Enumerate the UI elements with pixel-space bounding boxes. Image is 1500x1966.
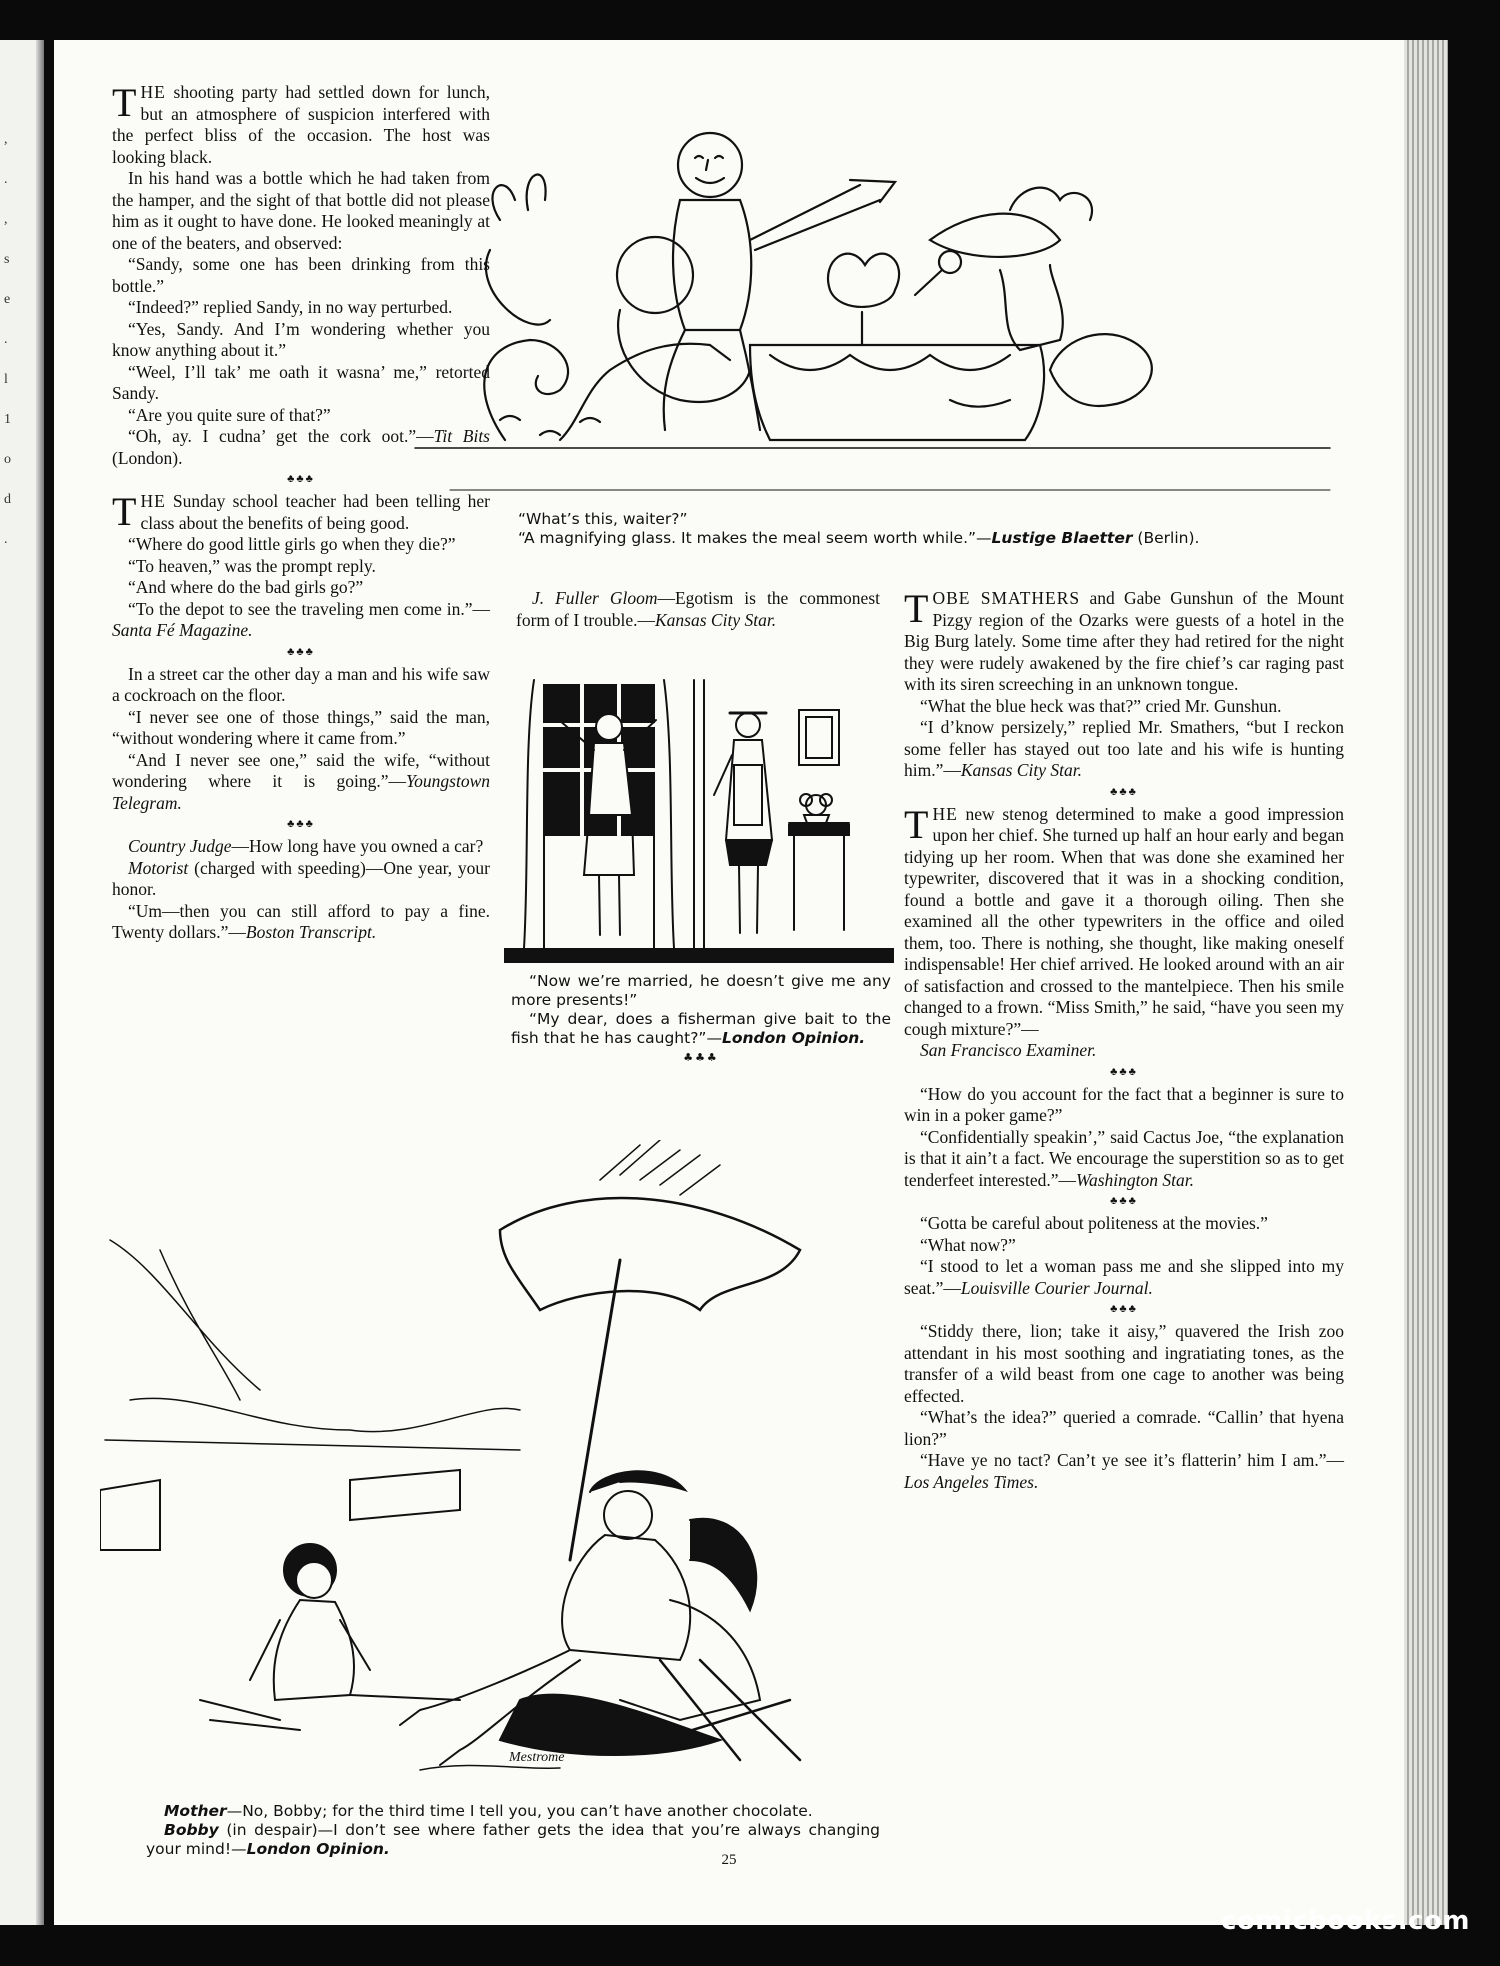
section-separator: ♣♣♣ (287, 818, 315, 830)
window-caption-line1: “Now we’re married, he doesn’t give me any more presents!” (511, 972, 891, 1009)
paragraph-text: “Weel, I’ll tak’ me oath it wasna’ me,” retorted Sandy. (112, 361, 490, 403)
speaker-name: Country Judge (128, 836, 232, 856)
drop-cap: T (112, 80, 137, 125)
beach-caption-speaker-bobby: Bobby (164, 1821, 219, 1839)
source-credit: Louisville Courier Journal. (960, 1277, 1153, 1298)
beach-caption-line1: —No, Bobby; for the third time I tell you, you can’t have another chocolate. (226, 1802, 813, 1820)
paragraph-with-source (112, 750, 490, 815)
joke-speaker: J. Fuller Gloom (532, 588, 658, 608)
source-credit: Youngstown Telegram. (112, 771, 490, 813)
dialogue-paragraph (112, 836, 490, 858)
source-credit: Kansas City Star. (960, 760, 1082, 780)
paragraph-text: “I stood to let a woman pass me and she slipped into my seat.”— (904, 1256, 1344, 1298)
paragraph-text: “Have ye no tact? Can’t ye see it’s flatterin’ him I am.”— (920, 1450, 1344, 1470)
source-credit: Washington Star. (1076, 1169, 1194, 1190)
drop-cap: T (112, 489, 137, 534)
dining-caption-source: Lustige Blaetter (991, 529, 1133, 547)
paragraph-text: “To the depot to see the traveling men come in.”— (128, 598, 490, 619)
beach-cartoon-caption (146, 1802, 880, 1859)
paragraph (904, 1235, 1344, 1257)
lead-small-caps: OBE SMATHERS (932, 588, 1081, 608)
paragraph-text: Sunday school teacher had been telling her class about the benefits of being good. (140, 491, 490, 533)
article-lead-paragraph (904, 801, 1344, 1041)
paragraph (904, 1213, 1344, 1235)
dining-caption-line2: “A magnifying glass. It makes the meal seem worth while.”— (518, 529, 992, 547)
beach-cartoon-signature: Mestrome (509, 1750, 565, 1765)
beach-caption-line2: (in despair)—I don’t see where father gets the idea that you’re always changing your mind!— (146, 1821, 880, 1858)
paragraph-text: “Indeed?” replied Sandy, in no way perturbed. (128, 297, 453, 317)
paragraph-text: “Sandy, some one has been drinking from this bottle.” (112, 254, 490, 296)
paragraph (112, 664, 490, 707)
paragraph-text: “Confidentially speakin’,” said Cactus Joe, “the explanation is that it ain’t a fact. We encourage the superstition so as to get tenderfeet interested.”— (904, 1126, 1344, 1190)
lead-small-caps: HE (140, 491, 166, 511)
paragraph-text: new stenog determined to make a good impression upon her chief. She turned up half an hour early and began tidying up her room. When that was done she examined her typewriter, discovered that it was in a shocking condition, found a bottle and gave it a thorough oiling. Then she examined all the other typewriters in the office and oiled them, too. There is nothing, she thought, like making oneself indispensable! Her chief arrived. He looked around with an air of satisfaction and crossed to the mantelpiece. Then his smile changed to a frown. “Miss Smith,” he said, “have you seen my cough mixture?”— (904, 803, 1344, 1039)
paragraph-with-source (904, 717, 1344, 782)
paragraph (112, 707, 490, 750)
paragraph-with-source (904, 1127, 1344, 1192)
paragraph-text: “Stiddy there, lion; take it aisy,” quavered the Irish zoo attendant in his most soothing and ingratiating tones, as the transfer of a wild beast from one cage to another was being effected. (904, 1321, 1344, 1406)
paragraph-text: “Um—then you can still afford to pay a fine. Twenty dollars.”— (112, 900, 490, 942)
section-separator: ♣♣♣ (1110, 1303, 1138, 1315)
paragraph-text: “I d’know persizely,” replied Mr. Smathers, “but I reckon some feller has stayed out too late and his wife is hunting him.”— (904, 717, 1344, 780)
section-separator: ♣♣♣ (1110, 1065, 1138, 1078)
lead-small-caps: HE (140, 82, 166, 102)
beach-cartoon-illustration (100, 1140, 900, 1790)
drop-cap: T (904, 586, 929, 631)
beach-caption-source: London Opinion. (246, 1840, 390, 1858)
paragraph (112, 577, 490, 599)
source-credit: Los Angeles Times. (904, 1471, 1039, 1492)
paragraph-text: and Gabe Gunshun of the Mount Pizgy region of the Ozarks were guests of a hotel in the Big Burg lately. Some time after they had retired for the night they were rudely awakened by the fire chief’s car raging past with its siren screeching in an unknown tongue. (904, 588, 1344, 694)
source-credit: San Francisco Examiner. (920, 1040, 1097, 1060)
middle-column-joke (516, 588, 880, 631)
section-separator: ♣♣♣ (287, 645, 315, 658)
section-separator: ♣♣♣ (1110, 785, 1138, 798)
paragraph-text: In his hand was a bottle which he had taken from the hamper, and the sight of that bottle did not please him as it ought to have done. He looked meaningly at one of the beaters, and observed: (112, 168, 490, 253)
drop-cap: T (904, 801, 929, 847)
page-gutter (36, 40, 44, 1925)
paragraph-text: “How do you account for the fact that a beginner is sure to win in a poker game?” (904, 1083, 1344, 1125)
dining-cartoon-illustration (410, 90, 1340, 510)
paragraph (904, 1407, 1344, 1450)
paragraph-text: “To heaven,” was the prompt reply. (128, 555, 376, 576)
paragraph (112, 534, 490, 556)
paragraph-text: “Yes, Sandy. And I’m wondering whether you know anything about it.” (112, 318, 490, 360)
paragraph-text: “Are you quite sure of that?” (128, 404, 331, 425)
right-column (904, 588, 1344, 1493)
paragraph-text: shooting party had settled down for lunch, but an atmosphere of suspicion interfered with the perfect bliss of the occasion. The host was looking black. (112, 82, 490, 167)
paragraph-text: “Where do good little girls go when they die?” (128, 534, 456, 554)
paragraph-text: “What now?” (920, 1234, 1016, 1255)
section-separator: ♣♣♣ (1110, 1195, 1138, 1207)
paragraph (904, 1321, 1344, 1407)
paragraph-text: “What the blue heck was that?” cried Mr. Gunshun. (920, 695, 1282, 716)
paragraph-text: “Gotta be careful about politeness at the movies.” (920, 1213, 1268, 1233)
paragraph-with-source (112, 599, 490, 642)
window-cartoon-illustration (504, 665, 894, 963)
facing-page-marks: , . , s e . l 1 o d . (4, 132, 11, 547)
section-separator: ♣♣♣ (683, 1051, 719, 1064)
source-credit: Santa Fé Magazine. (112, 620, 253, 640)
paragraph-text: (charged with speeding)—One year, your honor. (112, 857, 490, 899)
paragraph-text: —How long have you owned a car? (231, 836, 484, 856)
paragraph-text: In a street car the other day a man and his wife saw a cockroach on the floor. (112, 663, 490, 705)
dining-caption-source-city: (Berlin). (1132, 529, 1200, 547)
beach-caption-speaker-mother: Mother (164, 1802, 227, 1820)
window-caption-line2: “My dear, does a fisherman give bait to the fish that he has caught?”— (511, 1010, 891, 1047)
magazine-page (54, 40, 1404, 1925)
paragraph-with-source (904, 1450, 1344, 1493)
article-lead-paragraph (904, 588, 1344, 696)
paragraph (904, 1084, 1344, 1127)
paragraph-with-source (904, 1256, 1344, 1299)
page-number: 25 (721, 1852, 737, 1868)
window-caption-source: London Opinion. (721, 1029, 866, 1047)
facing-page-edge (0, 40, 44, 1925)
dining-cartoon-caption (500, 510, 1347, 548)
dialogue-paragraph (112, 858, 490, 901)
site-watermark: comicbooks.com (1220, 1906, 1470, 1936)
dining-caption-line1: “What’s this, waiter?” (518, 510, 688, 528)
section-separator: ♣♣♣ (287, 473, 315, 485)
paragraph-with-source (112, 901, 490, 944)
paragraph (904, 696, 1344, 718)
page-stack-edges (1404, 40, 1448, 1925)
paragraph (112, 556, 490, 578)
window-cartoon-caption (511, 972, 891, 1070)
source-suffix: (London). (112, 447, 183, 468)
paragraph-text: “What’s the idea?” queried a comrade. “Callin’ that hyena lion?” (904, 1407, 1344, 1449)
paragraph-text: “Oh, ay. I cudna’ get the cork oot.”— (128, 426, 434, 446)
paragraph-text: “And I never see one,” said the wife, “without wondering where it is going.”— (112, 749, 490, 791)
speaker-name: Motorist (128, 857, 189, 878)
paragraph-text: “I never see one of those things,” said the man, “without wondering where it came from.” (112, 706, 490, 748)
lead-small-caps: HE (932, 803, 958, 824)
source-line (904, 1040, 1344, 1062)
source-credit: Boston Transcript. (245, 922, 377, 942)
source-credit: Tit Bits (433, 426, 490, 446)
joke-source: Kansas City Star. (655, 609, 777, 630)
joke-text: —Egotism is the commonest form of I trouble.— (516, 588, 880, 630)
paragraph-text: “And where do the bad girls go?” (128, 577, 364, 597)
